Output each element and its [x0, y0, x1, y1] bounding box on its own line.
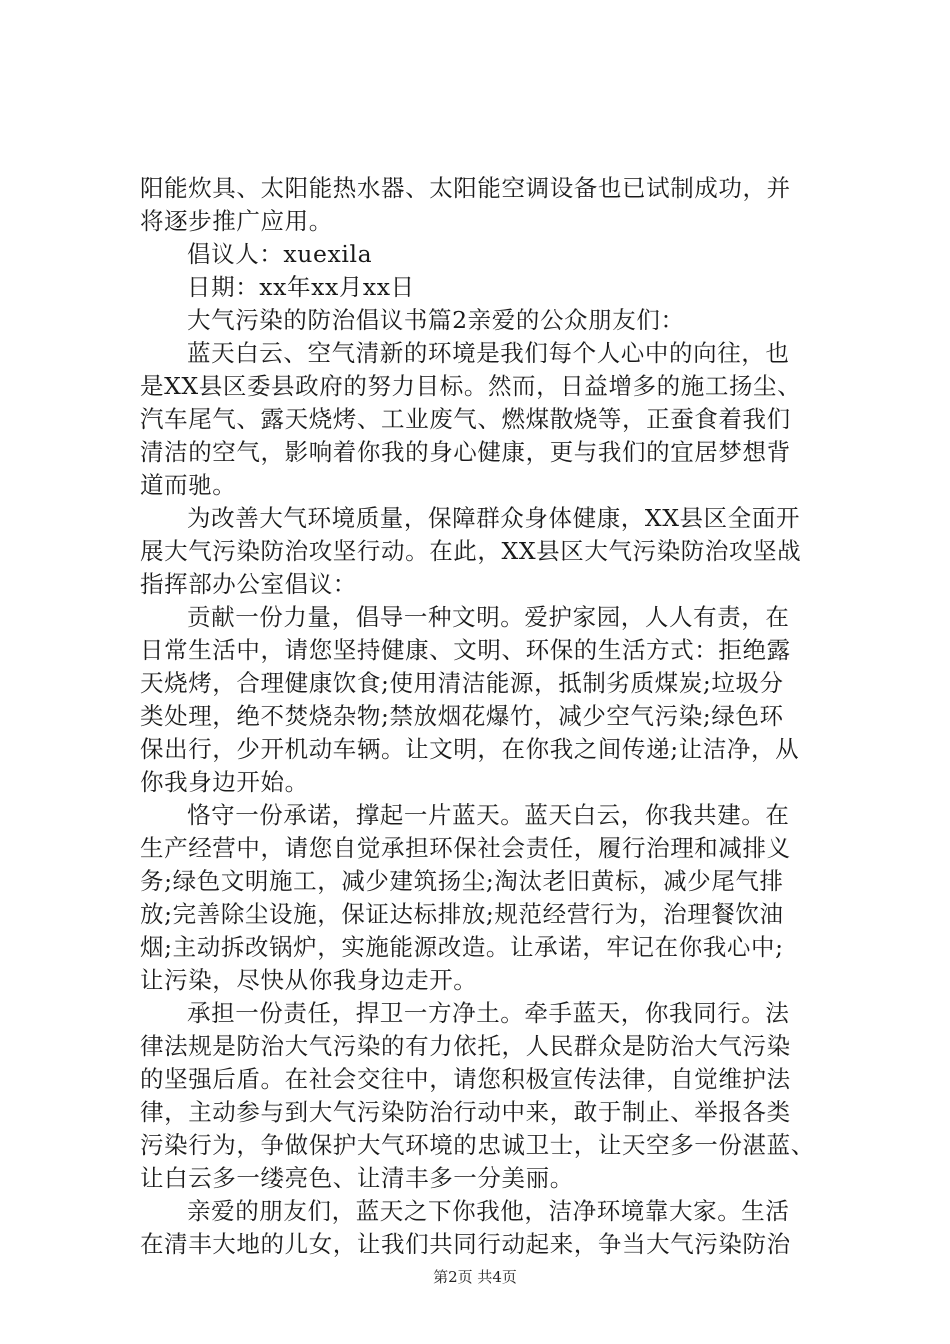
text-line: 汽车尾气、露天烧烤、工业废气、燃煤散烧等，正蚕食着我们 [140, 405, 791, 433]
text-line: 贡献一份力量，倡导一种文明。爱护家园，人人有责，在 [187, 603, 790, 631]
text-line: 你我身边开始。 [140, 768, 309, 796]
text-line: 污染行为，争做保护大气环境的忠诚卫士，让天空多一份湛蓝、 [140, 1131, 815, 1159]
text-line: 是XX县区委县政府的努力目标。然而，日益增多的施工扬尘、 [140, 372, 802, 400]
text-line: 放;完善除尘设施，保证达标排放;规范经营行为，治理餐饮油 [140, 900, 784, 928]
text-line: 务;绿色文明施工，减少建筑扬尘;淘汰老旧黄标，减少尾气排 [140, 867, 784, 895]
text-line: 烟;主动拆改锅炉，实施能源改造。让承诺，牢记在你我心中; [140, 933, 784, 961]
text-line: 保出行，少开机动车辆。让文明，在你我之间传递;让洁净，从 [140, 735, 800, 763]
text-line: 指挥部办公室倡议： [140, 570, 357, 598]
text-line: 在清丰大地的儿女，让我们共同行动起来，争当大气污染防治 [140, 1230, 791, 1258]
text-line: 律，主动参与到大气污染防治行动中来，敢于制止、举报各类 [140, 1098, 791, 1126]
document-body [140, 172, 836, 1261]
text-line: 天烧烤，合理健康饮食;使用清洁能源，抵制劣质煤炭;垃圾分 [140, 669, 784, 697]
text-line: 将逐步推广应用。 [140, 207, 333, 235]
text-line: 类处理，绝不焚烧杂物;禁放烟花爆竹，减少空气污染;绿色环 [140, 702, 784, 730]
text-line: 日常生活中，请您坚持健康、文明、环保的生活方式：拒绝露 [140, 636, 791, 664]
text-line: 倡议人：xuexila [187, 240, 373, 268]
text-line: 阳能炊具、太阳能热水器、太阳能空调设备也已试制成功，并 [140, 174, 791, 202]
text-line: 日期：xx年xx月xx日 [187, 273, 415, 301]
text-line: 清洁的空气，影响着你我的身心健康，更与我们的宜居梦想背 [140, 438, 791, 466]
text-line: 恪守一份承诺，撑起一片蓝天。蓝天白云，你我共建。在 [187, 801, 790, 829]
text-line: 的坚强后盾。在社会交往中，请您积极宣传法律，自觉维护法 [140, 1065, 791, 1093]
text-line: 律法规是防治大气污染的有力依托，人民群众是防治大气污染 [140, 1032, 791, 1060]
text-line: 为改善大气环境质量，保障群众身体健康，XX县区全面开 [187, 504, 801, 532]
text-line: 让污染，尽快从你我身边走开。 [140, 966, 478, 994]
text-line: 蓝天白云、空气清新的环境是我们每个人心中的向往，也 [187, 339, 790, 367]
text-line: 展大气污染防治攻坚行动。在此，XX县区大气污染防治攻坚战 [140, 537, 802, 565]
page-footer: 第2页 共4页 [433, 1268, 517, 1286]
text-line: 道而驰。 [140, 471, 237, 499]
text-line: 生产经营中，请您自觉承担环保社会责任，履行治理和减排义 [140, 834, 791, 862]
text-line: 大气污染的防治倡议书篇2亲爱的公众朋友们： [187, 306, 685, 334]
text-line: 承担一份责任，捍卫一方净土。牵手蓝天，你我同行。法 [187, 999, 790, 1027]
text-line: 让白云多一缕亮色、让清丰多一分美丽。 [140, 1164, 574, 1192]
text-line: 亲爱的朋友们，蓝天之下你我他，洁净环境靠大家。生活 [187, 1197, 790, 1225]
